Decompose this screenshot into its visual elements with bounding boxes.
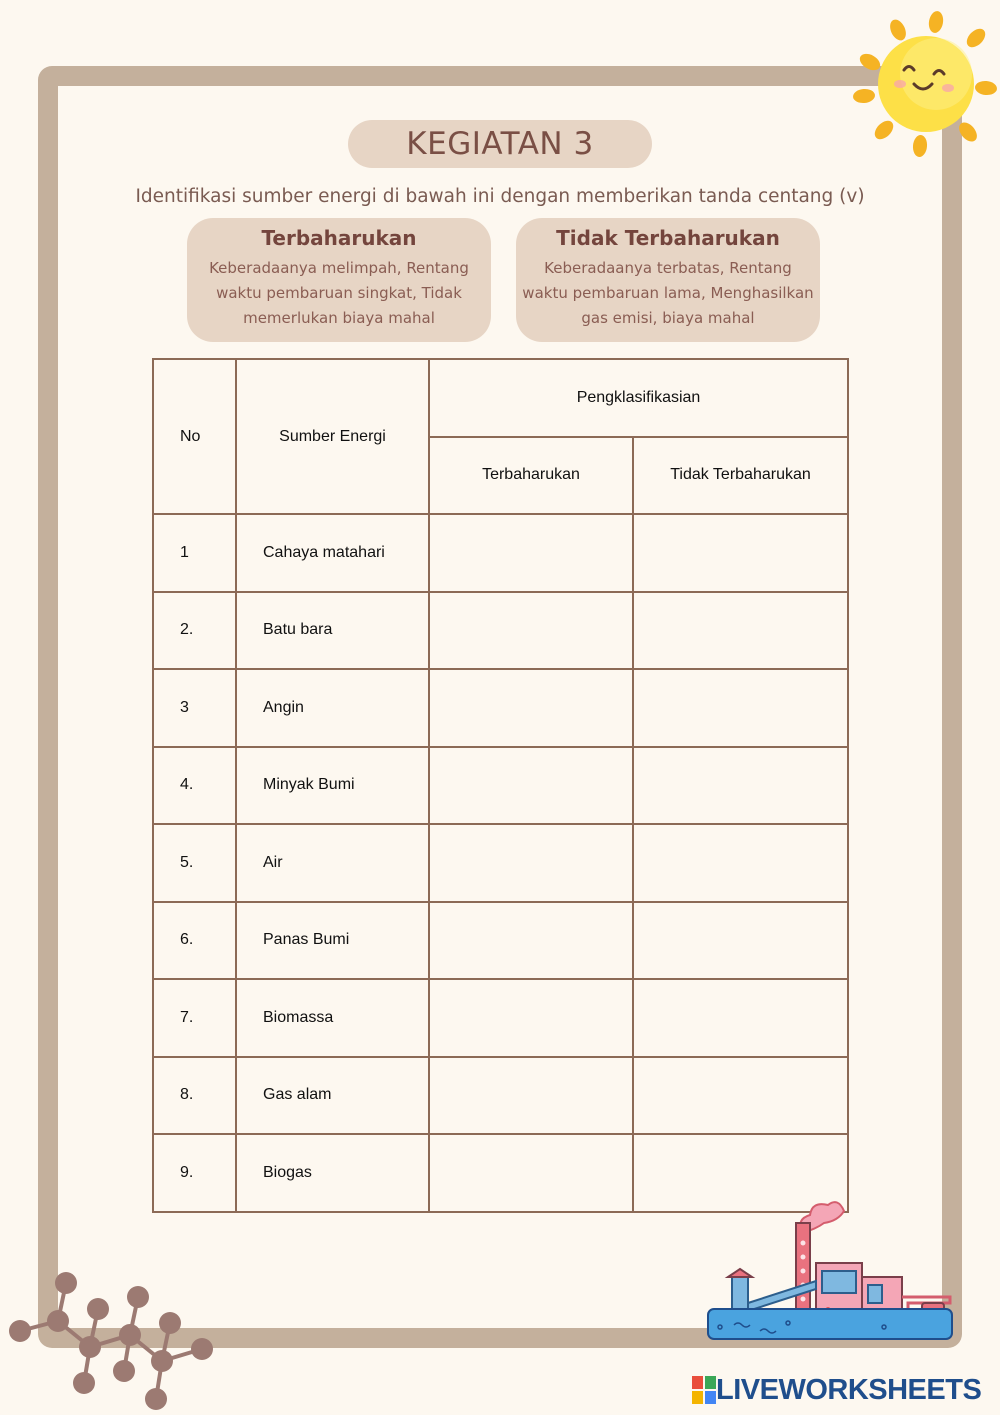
table-row [153, 514, 848, 592]
card-nonrenewable [516, 218, 820, 342]
card-renewable-title: Terbaharukan [261, 226, 417, 250]
molecule-decoration-icon [0, 1265, 230, 1415]
renewable-answer-cell[interactable] [429, 979, 633, 1057]
power-plant-icon [704, 1185, 956, 1345]
classification-table [152, 358, 849, 1213]
table-row [153, 1057, 848, 1135]
table-row [153, 902, 848, 980]
row-source: Gas alam [236, 1057, 429, 1135]
liveworksheets-logo-text: LIVEWORKSHEETS [716, 1373, 982, 1406]
row-source: Batu bara [236, 592, 429, 670]
table-row [153, 592, 848, 670]
card-renewable-desc [187, 256, 491, 331]
row-no: 2. [153, 592, 236, 670]
header-classification: Pengklasifikasian [429, 359, 848, 437]
card-nonrenewable-desc [516, 256, 820, 331]
instruction-text: Identifikasi sumber energi di bawah ini dengan memberikan tanda centang (v) [135, 186, 865, 207]
liveworksheets-logo [692, 1374, 981, 1406]
renewable-answer-cell[interactable] [429, 1057, 633, 1135]
nonrenewable-answer-cell[interactable] [633, 592, 848, 670]
nonrenewable-answer-cell[interactable] [633, 514, 848, 592]
renewable-answer-cell[interactable] [429, 1134, 633, 1212]
page-title: KEGIATAN 3 [348, 120, 652, 168]
renewable-answer-cell[interactable] [429, 824, 633, 902]
row-source: Panas Bumi [236, 902, 429, 980]
nonrenewable-answer-cell[interactable] [633, 979, 848, 1057]
renewable-answer-cell[interactable] [429, 669, 633, 747]
card-nonrenewable-line: Keberadaanya terbatas, Rentang [544, 259, 792, 277]
renewable-answer-cell[interactable] [429, 747, 633, 825]
sun-icon [848, 8, 998, 158]
nonrenewable-answer-cell[interactable] [633, 1057, 848, 1135]
nonrenewable-answer-cell[interactable] [633, 824, 848, 902]
row-source: Cahaya matahari [236, 514, 429, 592]
renewable-answer-cell[interactable] [429, 902, 633, 980]
row-source: Biomassa [236, 979, 429, 1057]
nonrenewable-answer-cell[interactable] [633, 902, 848, 980]
header-renewable: Terbaharukan [429, 437, 633, 515]
table-row [153, 747, 848, 825]
row-no: 7. [153, 979, 236, 1057]
row-no: 1 [153, 514, 236, 592]
renewable-answer-cell[interactable] [429, 514, 633, 592]
row-no: 6. [153, 902, 236, 980]
table-row [153, 669, 848, 747]
liveworksheets-mark-icon [692, 1376, 716, 1404]
card-renewable-line: Keberadaanya melimpah, Rentang [209, 259, 469, 277]
card-nonrenewable-line: waktu pembaruan lama, Menghasilkan [522, 284, 814, 302]
row-source: Angin [236, 669, 429, 747]
row-no: 9. [153, 1134, 236, 1212]
row-no: 4. [153, 747, 236, 825]
row-source: Air [236, 824, 429, 902]
card-renewable-line: waktu pembaruan singkat, Tidak [216, 284, 462, 302]
renewable-answer-cell[interactable] [429, 592, 633, 670]
nonrenewable-answer-cell[interactable] [633, 669, 848, 747]
nonrenewable-answer-cell[interactable] [633, 747, 848, 825]
row-no: 5. [153, 824, 236, 902]
table-row [153, 979, 848, 1057]
card-nonrenewable-title: Tidak Terbaharukan [556, 226, 780, 250]
row-source: Minyak Bumi [236, 747, 429, 825]
header-source: Sumber Energi [236, 359, 429, 514]
card-renewable-line: memerlukan biaya mahal [243, 309, 435, 327]
card-nonrenewable-line: gas emisi, biaya mahal [581, 309, 755, 327]
row-no: 3 [153, 669, 236, 747]
header-no: No [153, 359, 236, 514]
card-renewable [187, 218, 491, 342]
row-source: Biogas [236, 1134, 429, 1212]
row-no: 8. [153, 1057, 236, 1135]
header-nonrenewable: Tidak Terbaharukan [633, 437, 848, 515]
table-row [153, 824, 848, 902]
